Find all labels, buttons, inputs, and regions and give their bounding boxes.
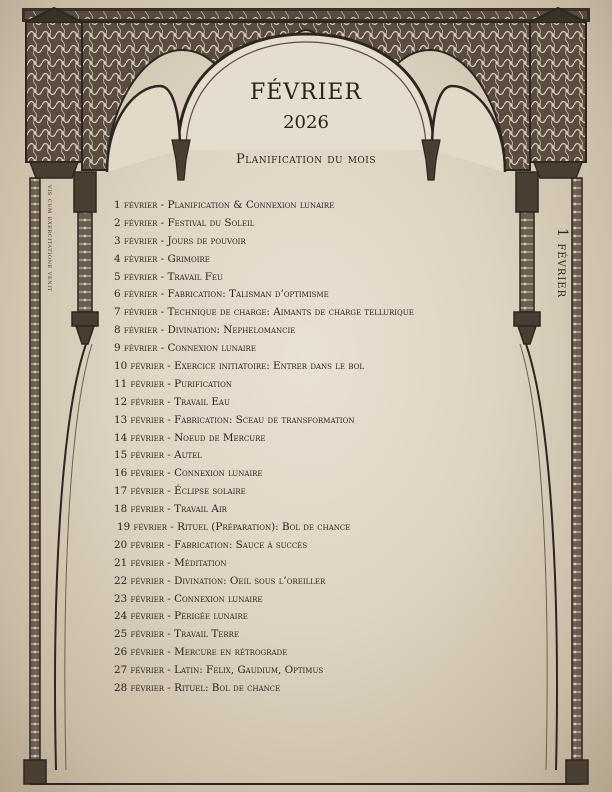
list-item: 17 février - Éclipse solaire xyxy=(114,485,246,498)
list-item: 22 février - Divination: Oeil sous l’oreiller xyxy=(114,574,326,587)
list-item: 9 février - Connexion lunaire xyxy=(114,342,256,355)
list-item: 12 février - Travail Eau xyxy=(114,395,230,408)
list-item: 28 février - Rituel: Bol de chance xyxy=(114,682,281,695)
list-item: 18 février - Travail Air xyxy=(114,503,227,516)
list-item: 11 février - Purification xyxy=(114,377,232,390)
list-item: 4 février - Grimoire xyxy=(114,252,210,265)
list-item: 5 février - Travail Feu xyxy=(114,270,223,283)
list-item: 20 février - Fabrication: Sauce à succès xyxy=(114,538,308,551)
list-item: 1 février - Planification & Connexion lunaire xyxy=(114,199,335,211)
page-year: 2026 xyxy=(283,112,329,133)
page-title: FÉVRIER xyxy=(249,80,363,105)
list-item: 27 février - Latin: Felix, Gaudium, Optimus xyxy=(114,664,324,677)
list-item: 15 février - Autel xyxy=(114,449,202,462)
list-item: 25 février - Travail Terre xyxy=(114,628,240,641)
list-item: 2 février - Festival du Soleil xyxy=(114,216,255,229)
list-item: 24 février - Périgée lunaire xyxy=(114,610,248,623)
list-item: 26 février - Mercure en rétrograde xyxy=(114,646,288,659)
side-date-label: 1 février xyxy=(554,228,570,299)
list-item: 6 février - Fabrication: Talisman d’optimisme xyxy=(114,288,329,301)
list-item: 3 février - Jours de pouvoir xyxy=(114,234,246,247)
list-item: 14 février - Noeud de Mercure xyxy=(114,431,266,444)
list-item: 13 février - Fabrication: Sceau de transformation xyxy=(114,413,355,426)
list-item: 23 février - Connexion lunaire xyxy=(114,592,263,605)
list-item: 21 février - Méditation xyxy=(114,556,227,569)
latin-motto: vis cum exercitatione venit xyxy=(46,185,55,292)
page-subtitle: Planification du mois xyxy=(235,152,377,167)
list-item: 10 février - Exercice initiatoire: Entrer dans le bol xyxy=(114,360,364,373)
list-item: 8 février - Divination: Nephelomancie xyxy=(114,324,296,337)
event-list xyxy=(114,197,514,698)
list-item: 7 février - Technique de charge: Aimants de charge tellurique xyxy=(114,306,414,319)
list-item: 16 février - Connexion lunaire xyxy=(114,467,263,480)
list-item: 19 février - Rituel (Préparation): Bol de chance xyxy=(117,521,351,534)
